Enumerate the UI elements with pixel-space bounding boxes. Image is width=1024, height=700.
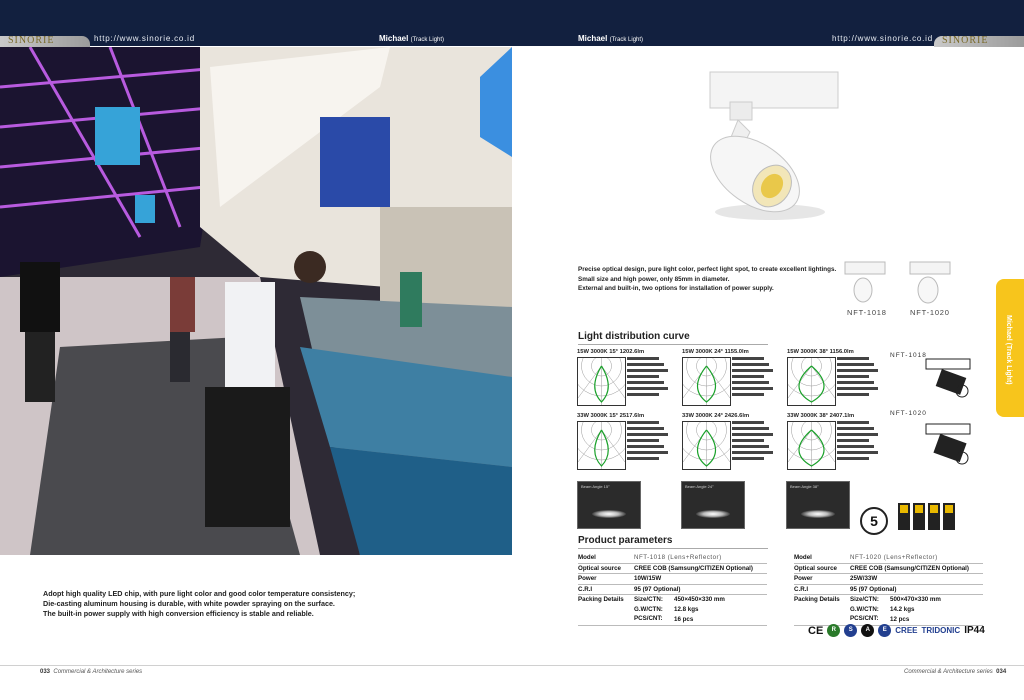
feature-badge-4 bbox=[943, 503, 955, 530]
distribution-curve-header: 33W 3000K 24° 2426.6lm bbox=[682, 413, 750, 419]
distribution-curve bbox=[682, 349, 780, 413]
left-description-line: The built-in power supply with high conversion efficiency is stable and reliable. bbox=[43, 609, 314, 618]
tridonic-logo: TRIDONIC bbox=[921, 626, 961, 635]
footer-left: 033 Commercial & Architecture series bbox=[40, 669, 143, 675]
beam-photo-38: Beam Angle 38° bbox=[786, 481, 850, 529]
brand-logo-right: SINORIE bbox=[934, 36, 1024, 47]
ip-rating: IP44 bbox=[964, 625, 985, 636]
model-nft-1018-image bbox=[843, 258, 889, 306]
distribution-curve-header: 15W 3000K 38° 1156.0lm bbox=[787, 349, 854, 355]
polar-diagram bbox=[577, 421, 626, 470]
cree-logo: CREE bbox=[895, 626, 918, 635]
distribution-curve-header: 33W 3000K 15° 2517.6lm bbox=[577, 413, 645, 419]
feature-badge-3 bbox=[928, 503, 940, 530]
polar-diagram bbox=[787, 421, 836, 470]
distribution-curve-header: 15W 3000K 15° 1202.6lm bbox=[577, 349, 645, 355]
footer-right: Commercial & Architecture series 034 bbox=[904, 669, 1007, 675]
beam-photo-24: Beam Angle 24° bbox=[681, 481, 745, 529]
footer-divider bbox=[0, 665, 1024, 666]
ce-mark: CE bbox=[808, 624, 824, 637]
side-model-label-1018: NFT-1018 bbox=[890, 352, 927, 359]
cert-icon: E bbox=[878, 624, 891, 637]
polar-diagram bbox=[577, 357, 626, 406]
illuminance-table bbox=[837, 421, 883, 468]
nft-1020-drawing bbox=[920, 420, 980, 465]
feature-badge-2 bbox=[913, 503, 925, 530]
distribution-curve bbox=[577, 413, 675, 477]
distribution-curve-header: 15W 3000K 24° 1155.0lm bbox=[682, 349, 749, 355]
brand-logo-left: SINORIE bbox=[0, 36, 90, 47]
illuminance-table bbox=[732, 357, 778, 404]
side-tab: Michael (Track Light) bbox=[996, 279, 1024, 417]
right-description bbox=[578, 265, 836, 294]
header-title-left: Michael (Track Light) bbox=[379, 34, 445, 43]
light-distribution-title: Light distribution curve bbox=[578, 331, 690, 342]
track-light-product-image bbox=[690, 62, 850, 242]
illuminance-table bbox=[627, 357, 673, 404]
header-url-right: http://www.sinorie.co.id bbox=[832, 34, 934, 43]
right-description-line: Small size and high power, only 85mm in diameter. bbox=[578, 275, 730, 283]
model-label-nft-1020: NFT-1020 bbox=[910, 308, 950, 317]
header-url-left: http://www.sinorie.co.id bbox=[94, 34, 196, 43]
polar-diagram bbox=[682, 357, 731, 406]
feature-badge-1 bbox=[898, 503, 910, 530]
distribution-curve bbox=[787, 349, 885, 413]
rohs-icon: R bbox=[827, 624, 840, 637]
left-description-line: Die-casting aluminum housing is durable, with white powder spraying on the surface. bbox=[43, 599, 335, 608]
right-description-line: Precise optical design, pure light color, perfect light spot, to create excellent lightings. bbox=[578, 266, 837, 273]
warranty-badge: 5 bbox=[860, 507, 888, 535]
illuminance-table bbox=[732, 421, 778, 468]
model-label-nft-1018: NFT-1018 bbox=[847, 308, 887, 317]
model-nft-1020-image bbox=[908, 258, 954, 306]
distribution-curve bbox=[682, 413, 780, 477]
distribution-curve bbox=[787, 413, 885, 477]
illuminance-table bbox=[837, 357, 883, 404]
certification-logos bbox=[808, 624, 985, 637]
params-table-right: Model NFT-1020 (Lens+Reflector) Optical source CREE COB (Samsung/CITIZEN Optional) Power 25W/33W C.R.I 95 (97 Optional) Packing Details Size/CTN: G.W/CTN: PCS/CNT: 500×470×330 mm 14.2 kgs 12 pcs bbox=[794, 553, 983, 626]
cert-icon: A bbox=[861, 624, 874, 637]
store-photo bbox=[0, 47, 512, 555]
params-table-left: Model NFT-1018 (Lens+Reflector) Optical source CREE COB (Samsung/CITIZEN Optional) Power 10W/15W C.R.I 95 (97 Optional) Packing Details Size/CTN: G.W/CTN: PCS/CNT: 450×450×330 mm 12.8 kgs 16 pcs bbox=[578, 553, 767, 626]
header-title-right: Michael (Track Light) bbox=[578, 34, 644, 43]
distribution-curve bbox=[577, 349, 675, 413]
distribution-curve-header: 33W 3000K 38° 2407.1lm bbox=[787, 413, 855, 419]
polar-diagram bbox=[682, 421, 731, 470]
right-description-line: External and built-in, two options for installation of power supply. bbox=[578, 285, 774, 292]
beam-photo-15: Beam Angle 15° bbox=[577, 481, 641, 529]
left-description-line: Adopt high quality LED chip, with pure light color and good color temperature consistency; bbox=[43, 589, 356, 598]
side-model-label-1020: NFT-1020 bbox=[890, 410, 927, 417]
polar-diagram bbox=[787, 357, 836, 406]
product-parameters-title: Product parameters bbox=[578, 535, 673, 546]
cert-icon: S bbox=[844, 624, 857, 637]
left-description bbox=[43, 589, 355, 619]
nft-1018-drawing bbox=[920, 355, 980, 400]
illuminance-table bbox=[627, 421, 673, 468]
